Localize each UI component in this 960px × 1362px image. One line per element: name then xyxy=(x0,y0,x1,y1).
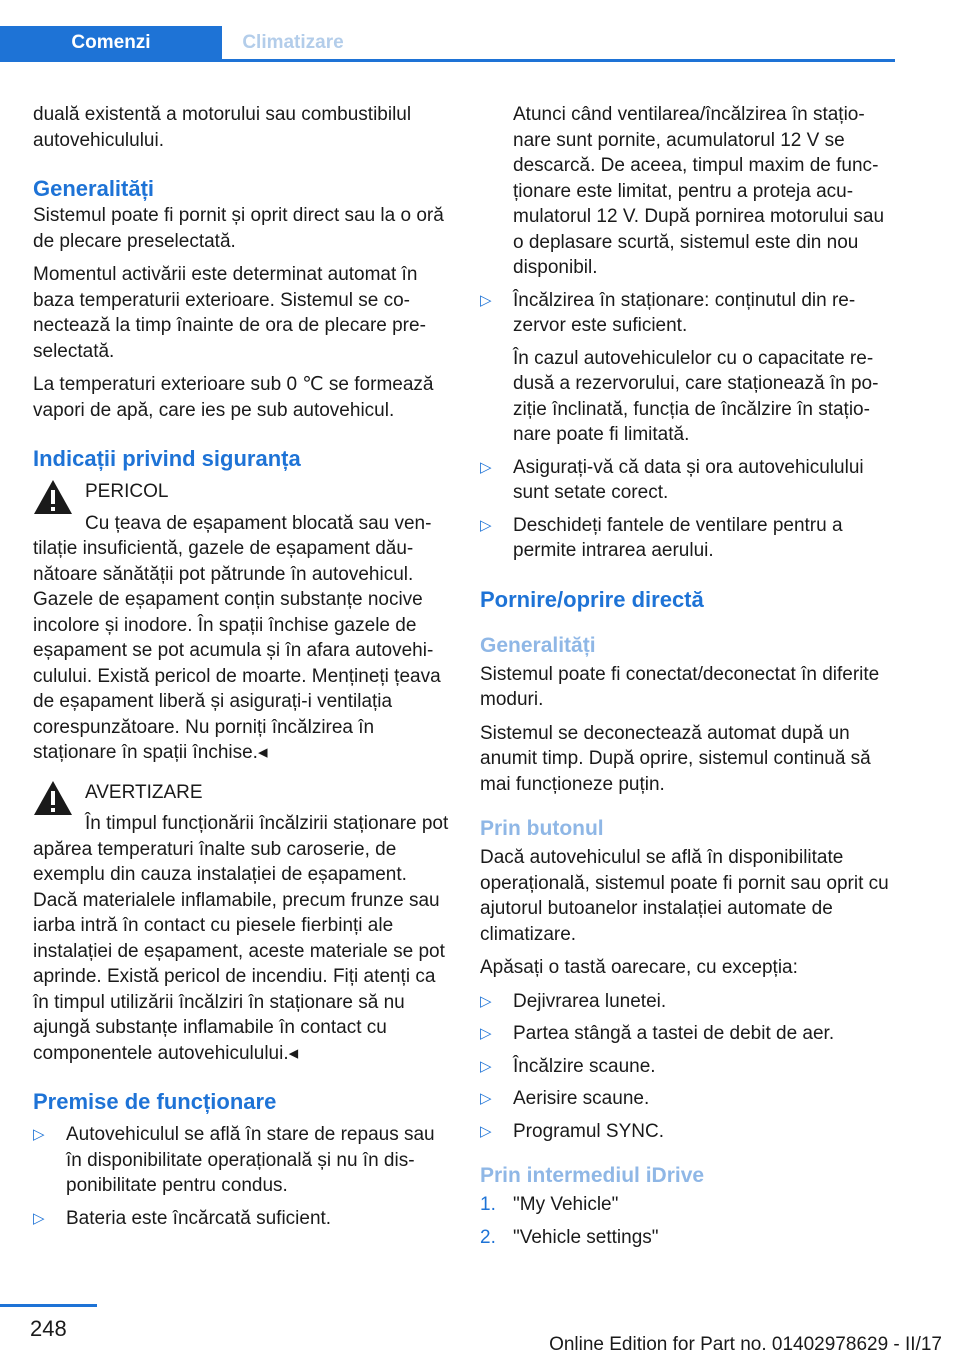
triangle-right-outline-icon: ▷ xyxy=(480,1090,492,1107)
steps-list xyxy=(480,1192,895,1250)
subheading-generalitati: Generalități xyxy=(480,633,596,657)
header-tabs xyxy=(0,26,895,62)
list-item-text: Încălzirea în staționare: conținutul din rezervor este suficient. xyxy=(513,289,856,336)
warning-triangle-icon xyxy=(33,479,73,515)
paragraph: Sistemul poate fi conectat/deconectat în diferite moduri. xyxy=(480,663,880,710)
paragraph: Apăsați o tastă oarecare, cu excepția: xyxy=(480,957,798,978)
exceptions-list xyxy=(480,989,895,1145)
warning-block-pericol xyxy=(33,479,449,766)
list-item-text: Partea stângă a tastei de debit de aer. xyxy=(513,1023,835,1044)
list-item-text: Programul SYNC. xyxy=(513,1120,664,1142)
subheading-prin-idrive: Prin intermediul iDrive xyxy=(480,1164,705,1187)
warning-block-avertizare xyxy=(33,780,449,1067)
premise-list xyxy=(33,1122,449,1231)
list-item xyxy=(480,1192,895,1218)
triangle-right-outline-icon: ▷ xyxy=(480,516,492,534)
page-number-rule xyxy=(0,1304,97,1307)
list-item xyxy=(480,455,895,506)
list-item-text: Asigurați-vă că data și ora autovehiculului sunt setate corect. xyxy=(513,456,864,503)
triangle-right-outline-icon: ▷ xyxy=(33,1126,45,1143)
list-item xyxy=(480,1086,895,1112)
tab-climatizare[interactable]: Climatizare xyxy=(222,26,364,59)
triangle-right-outline-icon: ▷ xyxy=(480,291,492,309)
triangle-right-outline-icon: ▷ xyxy=(480,458,492,476)
triangle-right-outline-icon: ▷ xyxy=(33,1209,45,1227)
step-number: 2. xyxy=(480,1226,496,1248)
warning-header xyxy=(33,780,449,806)
warning-title: AVERTIZARE xyxy=(85,781,203,803)
triangle-right-outline-icon: ▷ xyxy=(480,1025,492,1042)
list-item xyxy=(480,288,895,339)
conditions-list xyxy=(480,455,895,564)
warning-title: PERICOL xyxy=(85,481,169,502)
list-item xyxy=(480,513,895,564)
continued-list-text: Atunci când ventilarea/încălzirea în staționare sunt pornite, acumulatorul 12 V se descarcă. De aceea, timpul maxim de funcționare este limitat, pentru a proteja acumulatorul 12 V. După pornirea motorului sau o deplasare scurtă, sistemul este din nou disponibil. xyxy=(513,104,885,278)
triangle-right-outline-icon: ▷ xyxy=(480,1057,492,1075)
heading-pornire-oprire: Pornire/oprire directă xyxy=(480,586,704,612)
list-item-text: Aerisire scaune. xyxy=(513,1088,650,1109)
paragraph: Dacă autovehiculul se află în disponibilitate operațională, sistemul poate fi pornit sau oprit cu ajutorul butoanelor instalației automate de climatizare. xyxy=(480,847,889,945)
conditions-list xyxy=(480,288,895,339)
list-item xyxy=(480,1021,895,1047)
paragraph: Sistemul poate fi pornit și oprit direct sau la o oră de plecare preselectată. xyxy=(33,205,444,252)
heading-generalitati: Generalități xyxy=(33,176,155,201)
step-text: "Vehicle settings" xyxy=(513,1226,659,1248)
list-item-text: Încălzire scaune. xyxy=(513,1055,656,1077)
paragraph: Sistemul se deconectează automat după un anumit timp. După oprire, sistemul continuă să mai funcționeze puțin. xyxy=(480,722,871,795)
list-item-subtext: În cazul autovehiculelor cu o capacitate redusă a rezervorului, care staționează în poziție înclinată, funcția de încălzire în staționare poate fi limitată. xyxy=(513,347,879,445)
warning-text: În timpul funcționării încălzirii staționare pot apărea temperaturi înalte sub caroserie, de exemplu din cauza instalației de eșapament. Dacă materialele inflamabile, precum frunze sau iarba intră în contact cu piesele fierbinți ale instalației de eșapament, aceste materiale se pot aprinde. Există pericol de incendiu. Fiți atenți ca în timpul utilizării încălziri în staționare să nu ajungă substanțe inflamabile în contact cu componentele autovehiculului.◂ xyxy=(33,813,449,1064)
subheading-prin-butonul: Prin butonul xyxy=(480,817,604,840)
intro-text: duală existentă a motorului sau combustibilul autovehiculului. xyxy=(33,104,412,151)
paragraph: La temperaturi exterioare sub 0 ℃ se formează vapori de apă, care ies pe sub autovehicul. xyxy=(33,374,434,421)
heading-premise: Premise de funcționare xyxy=(33,1089,277,1114)
step-number: 1. xyxy=(480,1194,496,1215)
list-item xyxy=(480,1054,895,1080)
step-text: "My Vehicle" xyxy=(513,1194,619,1215)
list-item xyxy=(33,1206,449,1232)
warning-text: Cu țeava de eșapament blocată sau ventilație insuficientă, gazele de eșapament dăunătoare sănătății pot pătrunde în autovehicul. Gazele de eșapament conțin substanțe nocive incolore și inodore. În spații închise gazele de eșapament se pot acumula și în afara autovehiculului. Există pericol de moarte. Mențineți țeava de eșapament liberă și asigurați-i ventilația corespunzătoare. Nu porniți încălzirea în staționare în spații închise.◂ xyxy=(33,512,441,763)
list-item-text: Bateria este încărcată suficient. xyxy=(66,1207,332,1229)
triangle-right-outline-icon: ▷ xyxy=(480,992,492,1010)
triangle-right-outline-icon: ▷ xyxy=(480,1122,492,1140)
list-item xyxy=(480,989,895,1015)
header-divider xyxy=(0,59,895,62)
list-item xyxy=(480,1225,895,1251)
warning-header xyxy=(33,479,449,505)
list-item xyxy=(33,1122,449,1199)
paragraph: Momentul activării este determinat automat în baza temperaturii exterioare. Sistemul se conectează la timp înainte de ora de plecare preselectată. xyxy=(33,264,426,362)
left-column xyxy=(33,102,449,1238)
list-item-text: Dejivrarea lunetei. xyxy=(513,990,667,1012)
list-item-text: Deschideți fantele de ventilare pentru a permite intrarea aerului. xyxy=(513,514,843,561)
list-item xyxy=(480,1119,895,1145)
tab-comenzi[interactable]: Comenzi xyxy=(0,26,222,59)
warning-triangle-icon xyxy=(33,780,73,816)
heading-indicatii-siguranta: Indicații privind siguranța xyxy=(33,446,301,471)
page-number: 248 xyxy=(30,1316,67,1341)
list-item-text: Autovehiculul se află în stare de repaus sau în disponibilitate operațională și nu în disponibilitate pentru condus. xyxy=(66,1124,435,1196)
right-column xyxy=(480,102,895,1257)
edition-footer: Online Edition for Part no. 01402978629 - II/17 xyxy=(549,1334,942,1355)
